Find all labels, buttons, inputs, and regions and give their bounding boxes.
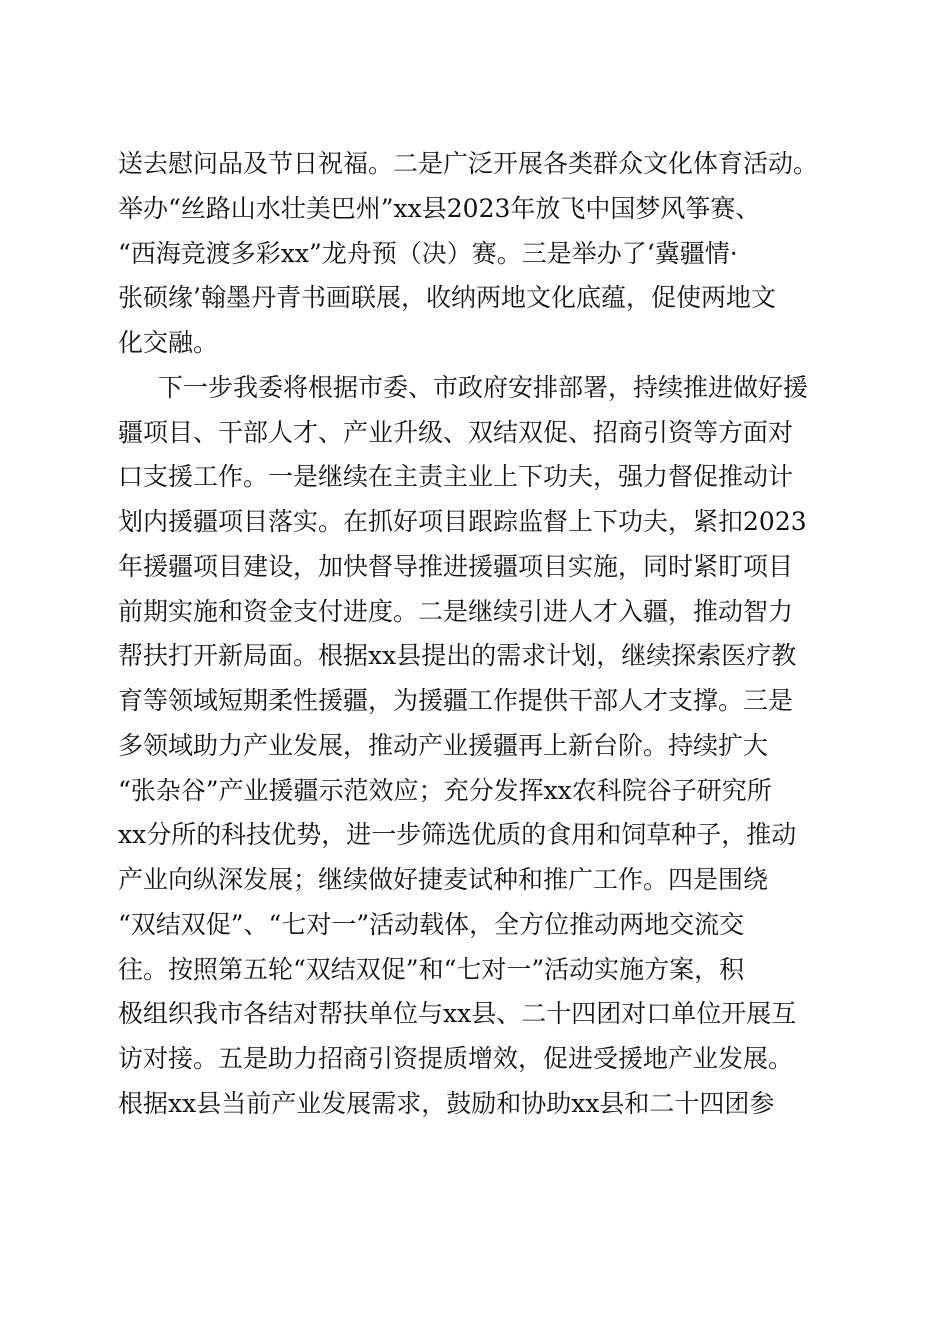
text-line: xx分所的科技优势，进一步筛选优质的食用和饲草种子，推动 — [118, 820, 797, 850]
text-line: 下一步我委将根据市委、市政府安排部署，持续推进做好援 — [158, 372, 809, 402]
text-line: 极组织我市各结对帮扶单位与xx县、二十四团对口单位开展互 — [118, 999, 797, 1029]
text-line: 口支援工作。一是继续在主责主业上下功夫，强力督促推动计 — [118, 462, 794, 492]
text-line: 前期实施和资金支付进度。二是继续引进人才入疆，推动智力 — [118, 596, 794, 626]
text-line: 疆项目、干部人才、产业升级、双结双促、招商引资等方面对 — [118, 417, 794, 447]
document-body — [118, 142, 838, 1127]
text-line: “张杂谷”产业援疆示范效应；充分发挥xx农科院谷子研究所 — [118, 775, 772, 805]
text-line: 往。按照第五轮“双结双促”和“七对一”活动实施方案，积 — [118, 954, 745, 984]
text-line: 化交融。 — [118, 328, 219, 357]
text-line: “西海竞渡多彩xx”龙舟预（决）赛。三是举办了‘冀疆情· — [118, 238, 738, 268]
text-line: 根据xx县当前产业发展需求，鼓励和协助xx县和二十四团参 — [118, 1088, 775, 1118]
text-line: 送去慰问品及节日祝福。二是广泛开展各类群众文化体育活动。 — [118, 149, 819, 178]
text-line: “双结双促”、“七对一”活动载体，全方位推动两地交流交 — [118, 909, 745, 939]
paragraph-2 — [118, 366, 838, 1127]
text-line: 张硕缘’翰墨丹青书画联展，收纳两地文化底蕴，促使两地文 — [118, 283, 776, 313]
text-line: 产业向纵深发展；继续做好捷麦试种和推广工作。四是围绕 — [118, 865, 769, 894]
text-line: 访对接。五是助力招商引资提质增效，促进受援地产业发展。 — [118, 1044, 794, 1073]
text-line: 年援疆项目建设，加快督导推进援疆项目实施，同时紧盯项目 — [118, 551, 794, 581]
paragraph-1 — [118, 142, 838, 366]
text-line: 育等领域短期柔性援疆，为援疆工作提供干部人才支撑。三是 — [118, 686, 794, 715]
text-line: 多领域助力产业发展，推动产业援疆再上新台阶。持续扩大 — [118, 730, 769, 760]
text-line: 帮扶打开新局面。根据xx县提出的需求计划，继续探索医疗教 — [118, 641, 797, 671]
text-line: 举办“丝路山水壮美巴州”xx县2023年放飞中国梦风筝赛、 — [118, 193, 761, 223]
text-line: 划内援疆项目落实。在抓好项目跟踪监督上下功夫，紧扣2023 — [118, 507, 807, 536]
